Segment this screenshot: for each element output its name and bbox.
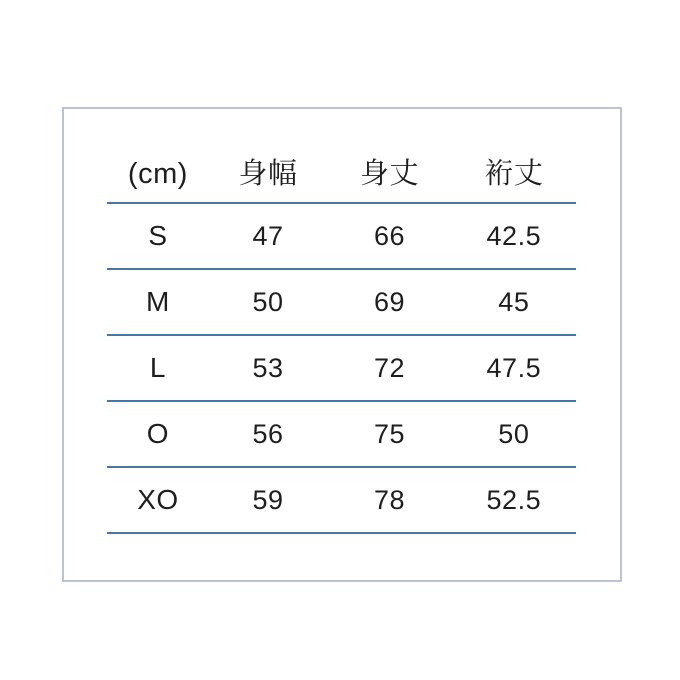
table-row-l	[107, 336, 576, 402]
header-sleeve-length: 裄丈	[484, 158, 544, 190]
size-label: M	[146, 286, 170, 317]
sleeve-length-value: 50	[498, 418, 530, 449]
table-row-xo	[107, 468, 576, 534]
table-frame	[62, 107, 622, 582]
body-length-value: 78	[373, 484, 405, 515]
table-row-m	[107, 270, 576, 336]
body-length-value: 75	[373, 418, 405, 449]
body-width-value: 47	[252, 220, 284, 251]
size-label: XO	[137, 484, 179, 515]
header-unit: (cm)	[127, 158, 188, 190]
sleeve-length-value: 42.5	[486, 220, 542, 251]
body-length-value: 72	[373, 352, 405, 383]
size-label: O	[146, 418, 170, 449]
body-width-value: 53	[252, 352, 284, 383]
sleeve-length-value: 45	[498, 286, 530, 317]
table-row-s	[107, 204, 576, 270]
size-table	[64, 109, 620, 534]
size-label: L	[149, 352, 166, 383]
header-body-length: 身丈	[359, 158, 419, 190]
sleeve-length-value: 47.5	[486, 352, 542, 383]
table-row-o	[107, 402, 576, 468]
body-length-value: 69	[373, 286, 405, 317]
size-label: S	[148, 220, 168, 251]
table-header-row	[107, 109, 576, 204]
body-length-value: 66	[373, 220, 405, 251]
body-width-value: 50	[252, 286, 284, 317]
body-width-value: 56	[252, 418, 284, 449]
sleeve-length-value: 52.5	[486, 484, 542, 515]
header-body-width: 身幅	[238, 158, 298, 190]
body-width-value: 59	[252, 484, 284, 515]
